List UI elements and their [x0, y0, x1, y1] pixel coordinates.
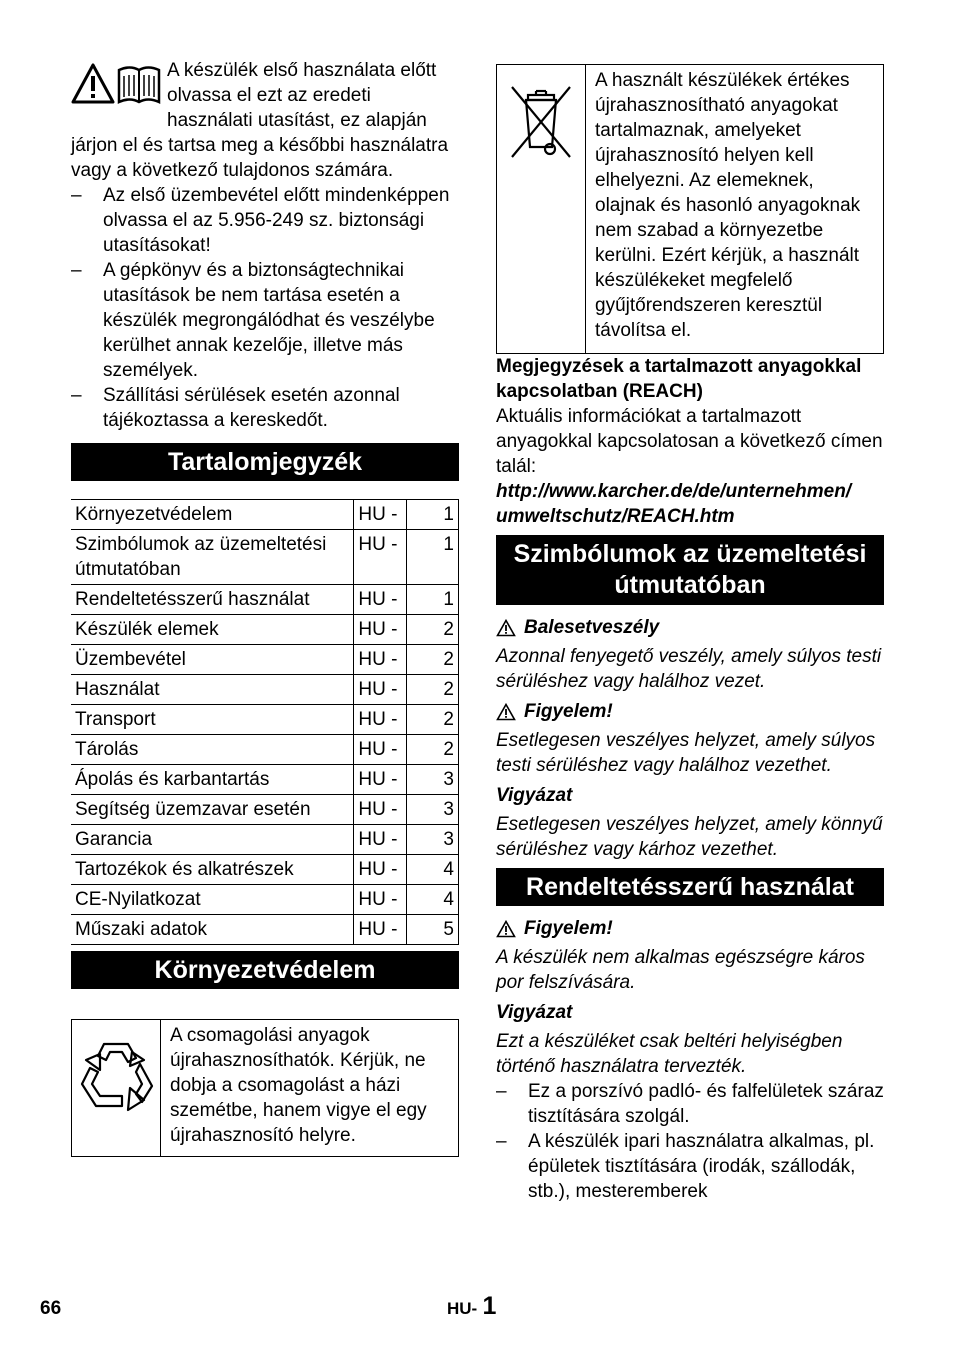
- use-warning-heading: [496, 916, 884, 941]
- intro-bullets: [71, 183, 459, 433]
- toc-entry-page: 3: [407, 795, 459, 825]
- toc-entry-page: 2: [407, 705, 459, 735]
- toc-entry-name: Ápolás és karbantartás: [71, 765, 354, 795]
- toc-entry-name: Tárolás: [71, 735, 354, 765]
- use-caution-text: Ezt a készüléket csak beltéri helyiségben történő használatra tervezték.: [496, 1031, 843, 1077]
- toc-entry-section: HU -: [354, 645, 407, 675]
- toc-entry-section: HU -: [354, 615, 407, 645]
- toc-entry-name: CE-Nyilatkozat: [71, 885, 354, 915]
- toc-table: [71, 499, 459, 945]
- table-row: [71, 795, 459, 825]
- table-row: [71, 885, 459, 915]
- list-item: – Ez a porszívó padló- és falfelületek száraz tisztítására szolgál.: [496, 1079, 884, 1129]
- toc-entry-name: Transport: [71, 705, 354, 735]
- intended-use-heading: Rendeltetésszerű használat: [496, 868, 884, 906]
- toc-entry-page: 3: [407, 825, 459, 855]
- list-item: – Az első üzembevétel előtt mindenképpen olvassa el az 5.956-249 sz. biztonsági utasításokat!: [71, 183, 459, 258]
- right-column: [496, 64, 884, 1204]
- toc-entry-section: HU -: [354, 705, 407, 735]
- warning-triangle-book-icon: [71, 62, 163, 108]
- left-column: [71, 58, 459, 1157]
- toc-entry-name: Műszaki adatok: [71, 915, 354, 945]
- reach-heading: Megjegyzések a tartalmazott anyagokkal kapcsolatban (REACH): [496, 356, 862, 402]
- toc-entry-name: Környezetvédelem: [71, 500, 354, 530]
- toc-entry-page: 1: [407, 530, 459, 585]
- table-row: [71, 855, 459, 885]
- toc-heading: Tartalomjegyzék: [71, 443, 459, 481]
- toc-entry-section: HU -: [354, 855, 407, 885]
- toc-entry-section: HU -: [354, 885, 407, 915]
- toc-entry-name: Készülék elemek: [71, 615, 354, 645]
- toc-entry-section: HU -: [354, 915, 407, 945]
- table-row: [71, 735, 459, 765]
- use-bullets: [496, 1079, 884, 1204]
- packaging-box: [71, 1019, 459, 1157]
- recycle-icon: [72, 1020, 161, 1156]
- use-warning-text: A készülék nem alkalmas egészségre káros por felszívására.: [496, 947, 865, 993]
- toc-entry-name: Használat: [71, 675, 354, 705]
- toc-entry-name: Segítség üzemzavar esetén: [71, 795, 354, 825]
- weee-text: A használt készülékek értékes újrahasznosítható anyagokat tartalmaznak, amelyeket újrahasznosító helyen kell elhelyezni. Az elemeknek, olajnak és hasonló anyagoknak nem szabad a környezetbe kerülni. Ezért kérjük, a használt készülékeket megfelelő gyűjtőrendszeren keresztül távolítsa el.: [595, 70, 861, 341]
- warning-triangle-icon: [496, 619, 516, 637]
- warning-text: Esetlegesen veszélyes helyzet, amely súlyos testi sérüléshez vagy halálhoz vezethet.: [496, 730, 876, 776]
- table-row: [71, 615, 459, 645]
- table-row: [71, 530, 459, 585]
- toc-entry-name: Szimbólumok az üzemeltetési útmutatóban: [71, 530, 354, 585]
- toc-entry-section: HU -: [354, 585, 407, 615]
- table-row: [71, 915, 459, 945]
- caution-label: Vigyázat: [496, 785, 573, 806]
- intro-text: A készülék első használata előtt olvassa el ezt az eredeti használati utasítást, ez alapján járjon el és tartsa meg a későbbi használatra vagy a következő tulajdonos számára.: [71, 60, 449, 181]
- toc-entry-section: HU -: [354, 825, 407, 855]
- warning-heading: [496, 699, 884, 724]
- reach-link[interactable]: http://www.karcher.de/de/unternehmen/ umweltschutz/REACH.htm: [496, 481, 852, 527]
- use-caution-label: Vigyázat: [496, 1002, 573, 1023]
- use-warning-label: Figyelem!: [524, 918, 613, 939]
- toc-entry-page: 4: [407, 885, 459, 915]
- section-prefix: HU-: [447, 1299, 478, 1318]
- toc-entry-page: 4: [407, 855, 459, 885]
- table-row: [71, 675, 459, 705]
- danger-label: Balesetveszély: [524, 617, 660, 638]
- table-row: [71, 585, 459, 615]
- list-item: – A gépkönyv és a biztonságtechnikai utasítások be nem tartása esetén a készülék megrongálódhat és veszélybe kerülhet annak kezelője, illetve más személyek.: [71, 258, 459, 383]
- table-row: [71, 500, 459, 530]
- toc-entry-page: 2: [407, 675, 459, 705]
- toc-entry-page: 3: [407, 765, 459, 795]
- reach-text: Aktuális információkat a tartalmazott anyagokkal kapcsolatosan a következő címen talál:: [496, 406, 883, 477]
- intro-section: [71, 58, 459, 183]
- crossed-bin-icon: [497, 65, 586, 353]
- toc-entry-section: HU -: [354, 530, 407, 585]
- weee-box: [496, 64, 884, 354]
- table-row: [71, 765, 459, 795]
- toc-entry-page: 1: [407, 585, 459, 615]
- packaging-text: A csomagolási anyagok újrahasznosíthatók. Kérjük, ne dobja a csomagolást a házi szemétbe, hanem vigye el egy újrahasznosító helyre.: [170, 1025, 427, 1146]
- caution-text: Esetlegesen veszélyes helyzet, amely könnyű sérüléshez vagy kárhoz vezethet.: [496, 814, 883, 860]
- warning-label: Figyelem!: [524, 701, 613, 722]
- toc-entry-page: 2: [407, 735, 459, 765]
- table-row: [71, 645, 459, 675]
- toc-entry-section: HU -: [354, 735, 407, 765]
- danger-heading: [496, 615, 884, 640]
- toc-entry-section: HU -: [354, 795, 407, 825]
- toc-entry-section: HU -: [354, 675, 407, 705]
- toc-entry-page: 2: [407, 645, 459, 675]
- toc-entry-name: Tartozékok és alkatrészek: [71, 855, 354, 885]
- list-item: – A készülék ipari használatra alkalmas, pl. épületek tisztítására (irodák, szállodák, stb.), mesteremberek: [496, 1129, 884, 1204]
- warning-manual-icons: [71, 62, 163, 110]
- section-page: [447, 1294, 496, 1321]
- toc-entry-name: Rendeltetésszerű használat: [71, 585, 354, 615]
- toc-entry-section: HU -: [354, 500, 407, 530]
- symbols-heading: Szimbólumok az üzemeltetési útmutatóban: [496, 535, 884, 605]
- toc-entry-page: 2: [407, 615, 459, 645]
- danger-text: Azonnal fenyegető veszély, amely súlyos testi sérüléshez vagy halálhoz vezet.: [496, 646, 882, 692]
- toc-entry-name: Üzembevétel: [71, 645, 354, 675]
- toc-entry-page: 1: [407, 500, 459, 530]
- table-row: [71, 705, 459, 735]
- warning-triangle-icon: [496, 703, 516, 721]
- table-row: [71, 825, 459, 855]
- toc-entry-name: Garancia: [71, 825, 354, 855]
- list-item: – Szállítási sérülések esetén azonnal tájékoztassa a kereskedőt.: [71, 383, 459, 433]
- page-number: 66: [40, 1298, 62, 1319]
- toc-entry-section: HU -: [354, 765, 407, 795]
- section-page-number: 1: [482, 1292, 497, 1320]
- environment-heading: Környezetvédelem: [71, 951, 459, 989]
- toc-entry-page: 5: [407, 915, 459, 945]
- warning-triangle-icon: [496, 920, 516, 938]
